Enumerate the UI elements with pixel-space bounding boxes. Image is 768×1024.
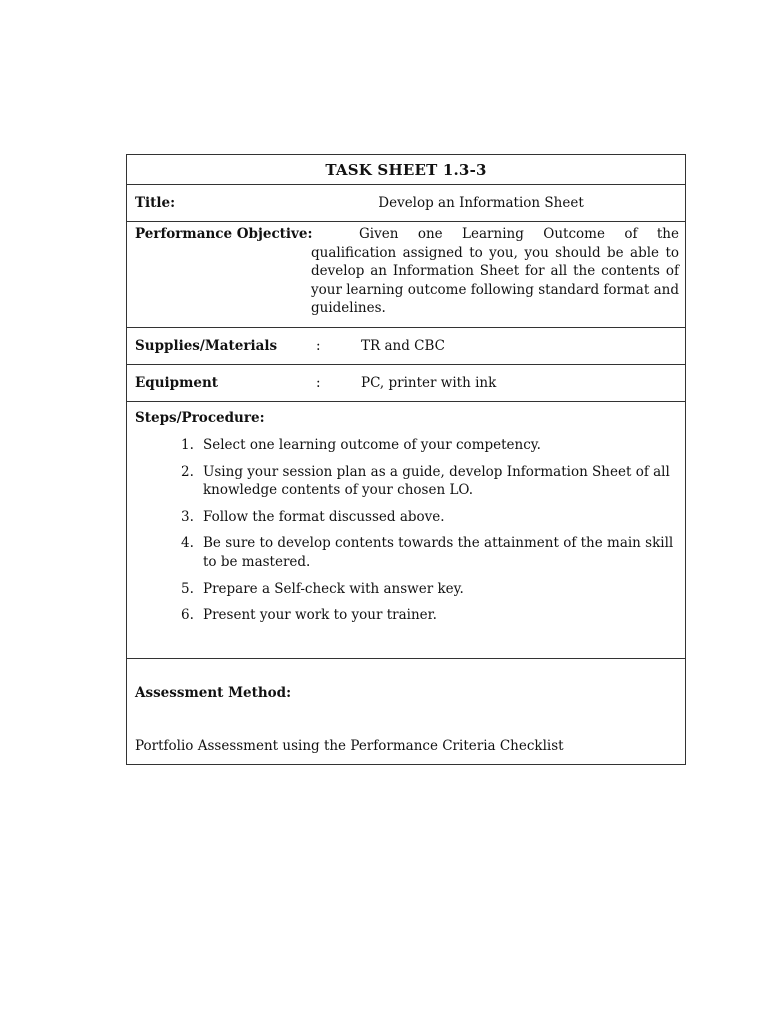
title-value: Develop an Information Sheet <box>378 195 584 211</box>
step-text: Be sure to develop contents towards the attainment of the main skill to be mastered. <box>203 535 674 570</box>
task-sheet-heading-text: TASK SHEET 1.3-3 <box>325 160 487 179</box>
performance-objective-text: Given one Learning Outcome of the qualification assigned to you, you should be able to develop an Information Sheet for all the contents of your learning outcome following standard format and guidelines. <box>311 226 679 317</box>
assessment-row <box>127 659 685 764</box>
supplies-row <box>127 328 685 365</box>
equipment-colon: : <box>316 375 321 391</box>
title-label: Title: <box>135 195 176 211</box>
assessment-value: Portfolio Assessment using the Performance Criteria Checklist <box>135 738 564 754</box>
step-text: Follow the format discussed above. <box>203 508 445 525</box>
step-number: 2. <box>181 463 194 480</box>
equipment-label: Equipment <box>135 375 219 391</box>
step-number: 6. <box>181 607 194 624</box>
step-number: 3. <box>181 508 194 525</box>
steps-list <box>181 436 677 633</box>
supplies-label: Supplies/Materials <box>135 338 278 354</box>
steps-row <box>127 402 685 659</box>
step-item <box>181 580 677 599</box>
equipment-row <box>127 365 685 402</box>
step-number: 1. <box>181 437 194 453</box>
step-item <box>181 463 677 500</box>
step-text: Prepare a Self-check with answer key. <box>203 580 464 597</box>
performance-objective-label: Performance Objective: <box>135 226 313 242</box>
performance-objective-row <box>127 222 685 328</box>
supplies-colon: : <box>316 338 321 354</box>
title-row <box>127 185 685 222</box>
step-item <box>181 508 677 527</box>
step-item <box>181 606 677 625</box>
task-sheet-heading <box>127 155 685 185</box>
task-sheet-table <box>126 154 686 765</box>
step-item <box>181 436 677 455</box>
step-text: Present your work to your trainer. <box>203 607 437 624</box>
equipment-value: PC, printer with ink <box>361 375 497 391</box>
supplies-value: TR and CBC <box>361 338 445 354</box>
assessment-label: Assessment Method: <box>135 685 292 701</box>
step-text: Select one learning outcome of your competency. <box>203 437 541 453</box>
step-number: 4. <box>181 535 194 552</box>
steps-label: Steps/Procedure: <box>135 410 265 426</box>
step-item <box>181 534 677 571</box>
step-number: 5. <box>181 580 194 597</box>
step-text: Using your session plan as a guide, develop Information Sheet of all knowledge contents of your chosen LO. <box>203 463 670 499</box>
